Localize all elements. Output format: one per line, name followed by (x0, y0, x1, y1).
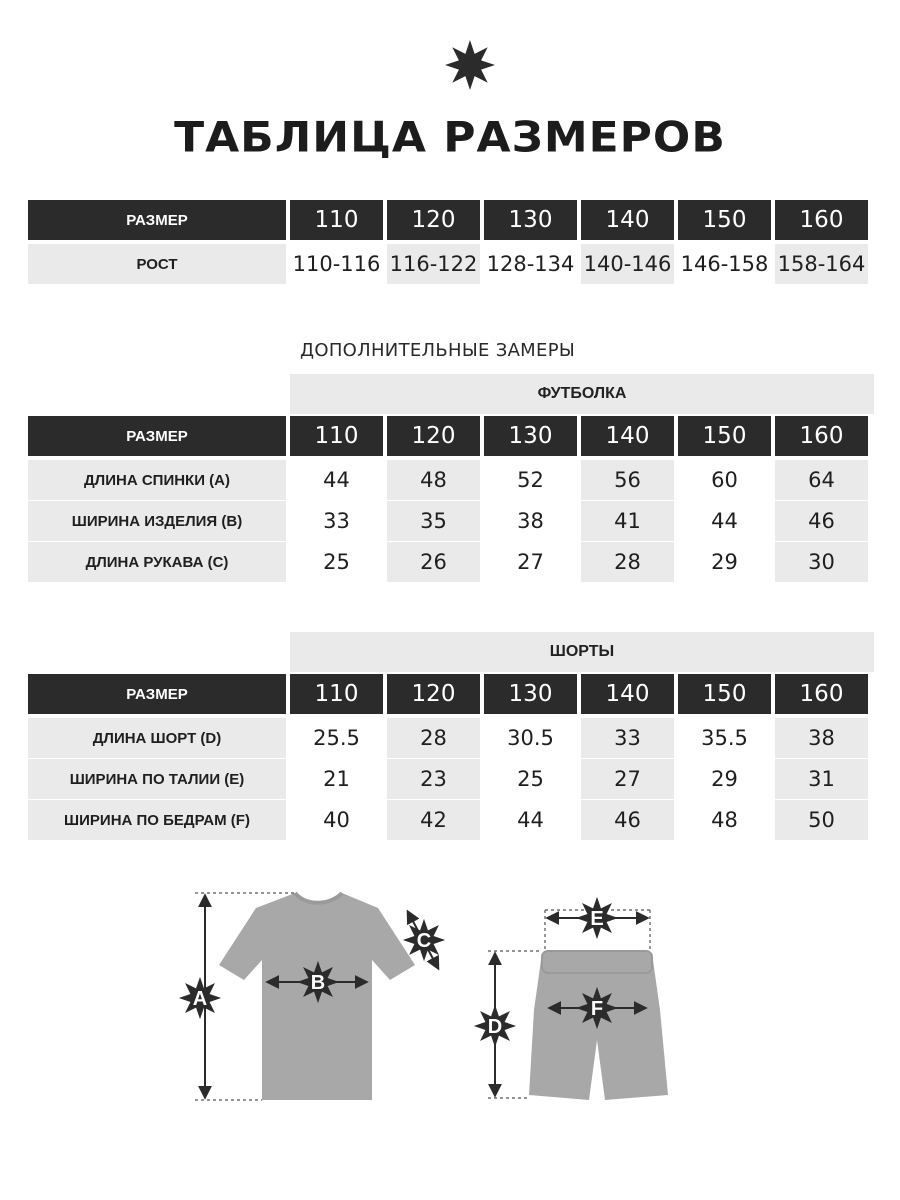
size-cell: 110 (290, 674, 383, 714)
table-row (28, 460, 874, 500)
size-cell: 130 (484, 416, 577, 456)
size-cell: 150 (678, 416, 771, 456)
value-cell: 23 (387, 759, 480, 799)
value-cell: 35.5 (678, 718, 771, 758)
value-cell: 33 (290, 501, 383, 541)
height-cell: 140-146 (581, 244, 674, 284)
value-cell: 50 (775, 800, 868, 840)
size-cell: 150 (678, 674, 771, 714)
shorts-header-label: РАЗМЕР (28, 674, 286, 714)
size-cell: 160 (775, 416, 868, 456)
table-row (28, 501, 874, 541)
size-cell: 150 (678, 200, 771, 240)
value-cell: 38 (484, 501, 577, 541)
tshirt-header-label: РАЗМЕР (28, 416, 286, 456)
value-cell: 29 (678, 542, 771, 582)
star-burst-icon (445, 40, 495, 90)
value-cell: 27 (581, 759, 674, 799)
value-cell: 33 (581, 718, 674, 758)
row-label: ДЛИНА РУКАВА (С) (28, 542, 286, 582)
size-cell: 140 (581, 674, 674, 714)
marker-b-icon (297, 961, 339, 1003)
row-label: ШИРИНА ПО ТАЛИИ (E) (28, 759, 286, 799)
value-cell: 52 (484, 460, 577, 500)
shorts-section-title: ШОРТЫ (290, 632, 874, 672)
value-cell: 21 (290, 759, 383, 799)
value-cell: 29 (678, 759, 771, 799)
shorts-icon (529, 951, 668, 1100)
table-row (28, 800, 874, 840)
value-cell: 48 (387, 460, 480, 500)
marker-c-label: C (416, 930, 432, 952)
main-table-header-row (28, 200, 874, 240)
height-cell: 116-122 (387, 244, 480, 284)
value-cell: 56 (581, 460, 674, 500)
value-cell: 41 (581, 501, 674, 541)
value-cell: 28 (387, 718, 480, 758)
value-cell: 60 (678, 460, 771, 500)
size-cell: 110 (290, 200, 383, 240)
marker-b-label: B (310, 972, 326, 994)
row-label: ШИРИНА ИЗДЕЛИЯ (В) (28, 501, 286, 541)
size-cell: 120 (387, 674, 480, 714)
table-row (28, 542, 874, 582)
size-cell: 160 (775, 200, 868, 240)
value-cell: 27 (484, 542, 577, 582)
height-label: РОСТ (28, 244, 286, 284)
value-cell: 25.5 (290, 718, 383, 758)
value-cell: 44 (678, 501, 771, 541)
value-cell: 26 (387, 542, 480, 582)
tshirt-header-row (28, 416, 874, 456)
size-cell: 120 (387, 416, 480, 456)
marker-d-icon (474, 1005, 516, 1047)
height-cell: 110-116 (290, 244, 383, 284)
value-cell: 38 (775, 718, 868, 758)
size-cell: 120 (387, 200, 480, 240)
height-cell: 128-134 (484, 244, 577, 284)
size-cell: 130 (484, 200, 577, 240)
marker-e-icon (576, 897, 618, 939)
value-cell: 48 (678, 800, 771, 840)
row-label: ШИРИНА ПО БЕДРАМ (F) (28, 800, 286, 840)
value-cell: 64 (775, 460, 868, 500)
table-row (28, 718, 874, 758)
value-cell: 46 (775, 501, 868, 541)
main-table-height-row (28, 244, 874, 284)
size-cell: 130 (484, 674, 577, 714)
shorts-header-row (28, 674, 874, 714)
marker-d-label: D (487, 1016, 503, 1038)
height-cell: 146-158 (678, 244, 771, 284)
additional-measurements-title: ДОПОЛНИТЕЛЬНЫЕ ЗАМЕРЫ (300, 340, 576, 361)
value-cell: 40 (290, 800, 383, 840)
value-cell: 44 (290, 460, 383, 500)
main-header-label: РАЗМЕР (28, 200, 286, 240)
row-label: ДЛИНА СПИНКИ (А) (28, 460, 286, 500)
tshirt-section-title: ФУТБОЛКА (290, 374, 874, 414)
value-cell: 31 (775, 759, 868, 799)
marker-f-label: F (590, 998, 604, 1020)
size-cell: 110 (290, 416, 383, 456)
height-cell: 158-164 (775, 244, 868, 284)
value-cell: 28 (581, 542, 674, 582)
value-cell: 30 (775, 542, 868, 582)
value-cell: 25 (290, 542, 383, 582)
measurement-diagram (0, 880, 900, 1120)
value-cell: 46 (581, 800, 674, 840)
size-cell: 160 (775, 674, 868, 714)
value-cell: 44 (484, 800, 577, 840)
value-cell: 30.5 (484, 718, 577, 758)
size-cell: 140 (581, 200, 674, 240)
marker-e-label: E (590, 908, 604, 930)
marker-c-icon (403, 919, 445, 961)
table-row (28, 759, 874, 799)
marker-a-icon (179, 977, 221, 1019)
marker-f-icon (576, 987, 618, 1029)
value-cell: 35 (387, 501, 480, 541)
row-label: ДЛИНА ШОРТ (D) (28, 718, 286, 758)
size-cell: 140 (581, 416, 674, 456)
value-cell: 42 (387, 800, 480, 840)
page-title: ТАБЛИЦА РАЗМЕРОВ (174, 113, 726, 162)
value-cell: 25 (484, 759, 577, 799)
marker-a-label: A (192, 988, 208, 1010)
